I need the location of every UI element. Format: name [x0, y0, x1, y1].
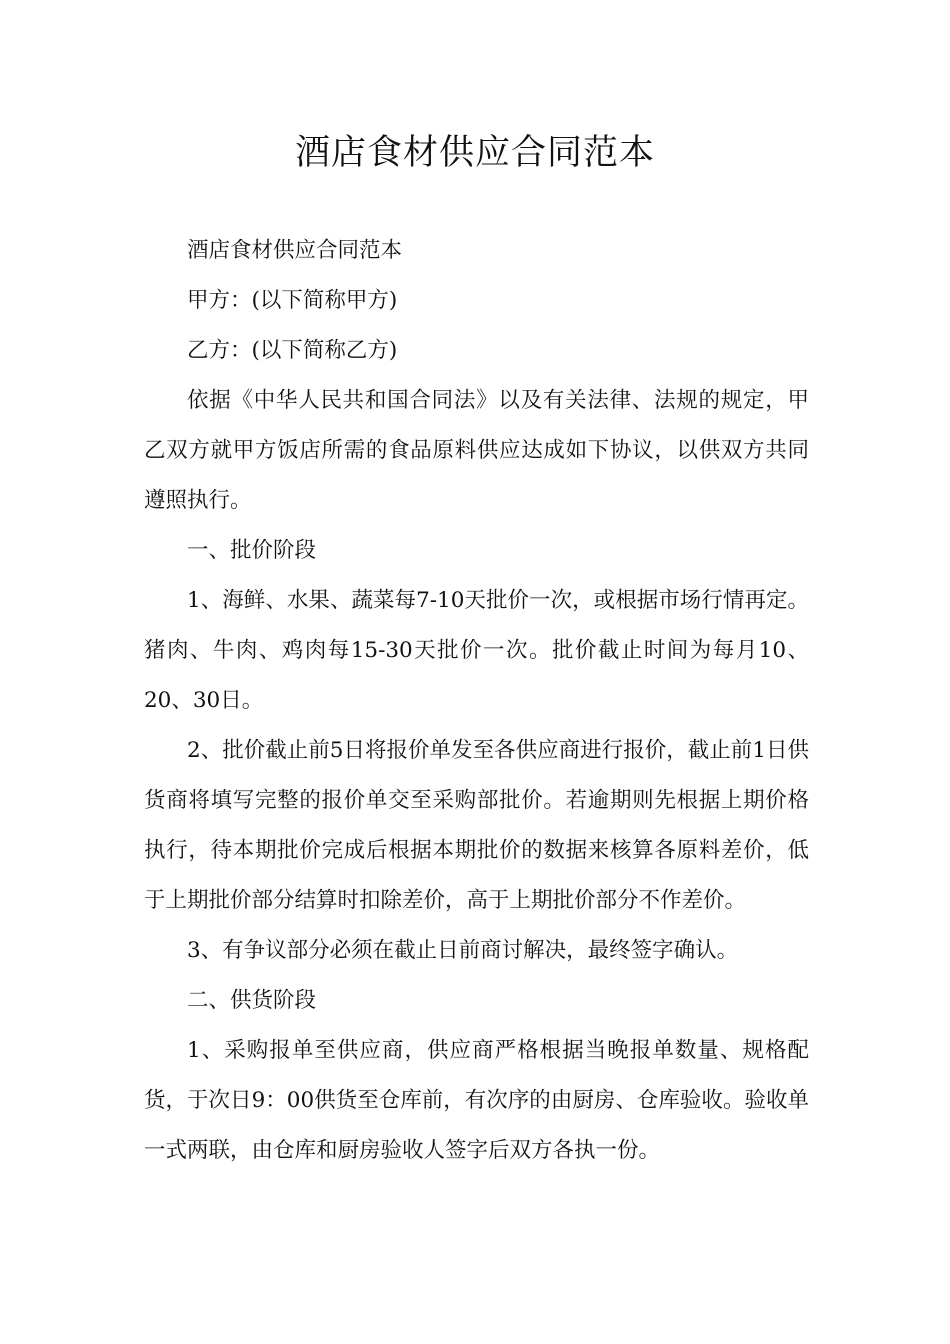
paragraph-supply-1: 1、采购报单至供应商，供应商严格根据当晚报单数量、规格配货，于次日9：00供货至仓库前，有次序的由厨房、仓库验收。验收单一式两联，由仓库和厨房验收人签字后双方各执一份。 [144, 1038, 809, 1163]
paragraph-pricing-2: 2、批价截止前5日将报价单发至各供应商进行报价，截止前1日供货商将填写完整的报价单交至采购部批价。若逾期则先根据上期价格执行，待本期批价完成后根据本期批价的数据来核算各原料差价，低于上期批价部分结算时扣除差价，高于上期批价部分不作差价。 [144, 738, 809, 913]
document-body [144, 226, 809, 1176]
paragraph-preamble: 依据《中华人民共和国合同法》以及有关法律、法规的规定，甲乙双方就甲方饭店所需的食品原料供应达成如下协议，以供双方共同遵照执行。 [144, 388, 809, 513]
paragraph-subtitle: 酒店食材供应合同范本 [187, 238, 403, 263]
paragraph-pricing-3: 3、有争议部分必须在截止日前商讨解决，最终签字确认。 [187, 938, 739, 963]
section-heading-pricing: 一、批价阶段 [187, 538, 317, 563]
document-title: 酒店食材供应合同范本 [294, 133, 655, 173]
paragraph-party-b: 乙方：(以下简称乙方) [187, 338, 398, 363]
paragraph-party-a: 甲方：(以下简称甲方) [187, 288, 398, 313]
paragraph-pricing-1: 1、海鲜、水果、蔬菜每7-10天批价一次，或根据市场行情再定。猪肉、牛肉、鸡肉每15-30天批价一次。批价截止时间为每月10、20、30日。 [144, 588, 809, 713]
section-heading-supply: 二、供货阶段 [187, 988, 317, 1013]
